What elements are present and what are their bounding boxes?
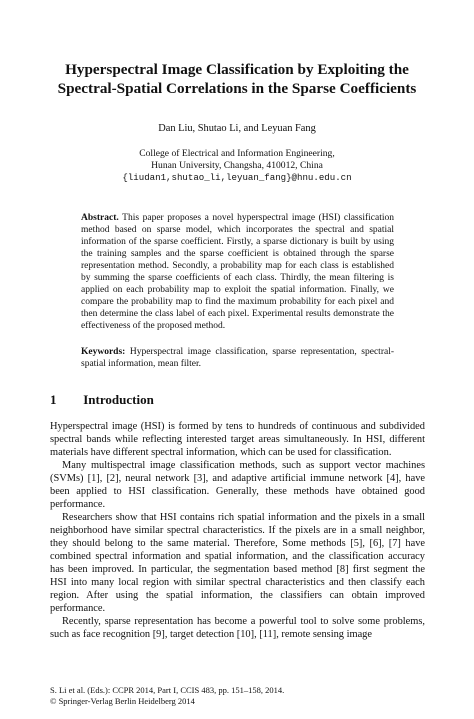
- title-line-1: Hyperspectral Image Classification by Exploiting the: [65, 61, 409, 78]
- abstract-label: Abstract.: [81, 213, 119, 223]
- keywords-text: Hyperspectral image classification, sparse representation, spectral-spatial information, mean filter.: [81, 347, 394, 369]
- section-title: Introduction: [83, 392, 154, 407]
- affiliation: [40, 148, 434, 184]
- section-body: [50, 420, 425, 641]
- abstract-text: This paper proposes a novel hyperspectral image (HSI) classification method based on sparse model, which incorporates the spectral and spatial information of the sparse coefficient. Firstly, a sparse dictionary is built by using the training samples and the sparse coefficient is obtained through the sparse representation method. Secondly, a probability map for each class is established by summing the sparse coefficients of each class. Thirdly, the mean filtering is applied on each probability map to exploit the spatial information. Finally, we compare the probability map to find the maximum probability for each pixel and then determine the class label of each pixel. Experimental results demonstrate the effectiveness of the proposed method.: [81, 213, 394, 331]
- body-paragraph: Hyperspectral image (HSI) is formed by tens to hundreds of continuous and subdivided spectral bands while reflecting interested target areas simultaneously. In HSI, different materials have different spectral information, which can be used for classification.: [50, 421, 425, 458]
- body-paragraph: Many multispectral image classification methods, such as support vector machines (SVMs) [1], [2], neural network [3], and adaptive artificial immune network [4], have been applied to HSI classification. Generally, these methods have obtained good performance.: [50, 460, 425, 510]
- keywords: [81, 346, 394, 370]
- footer-citation: S. Li et al. (Eds.): CCPR 2014, Part I, CCIS 483, pp. 151–158, 2014.: [50, 685, 285, 695]
- affiliation-line-2: Hunan University, Changsha, 410012, China: [151, 160, 323, 171]
- author-list: Dan Liu, Shutao Li, and Leyuan Fang: [158, 123, 316, 134]
- title-line-2: Spectral-Spatial Correlations in the Sparse Coefficients: [57, 80, 417, 97]
- section-heading: [50, 392, 430, 408]
- body-paragraph: Recently, sparse representation has become a powerful tool to solve some problems, such as face recognition [9], target detection [10], [11], remote sensing image: [50, 616, 425, 640]
- section-number: 1: [50, 392, 57, 407]
- paper-title: [40, 60, 434, 98]
- keywords-label: Keywords:: [81, 347, 126, 357]
- footer-copyright: © Springer-Verlag Berlin Heidelberg 2014: [50, 696, 195, 706]
- abstract: [81, 212, 394, 332]
- affiliation-line-1: College of Electrical and Information Engineering,: [139, 148, 335, 159]
- body-paragraph: Researchers show that HSI contains rich spatial information and the pixels in a small neighborhood have similar spectral characteristics. If the pixels are in a small neighbor, they should belong to the same material. Therefore, Some methods [5], [6], [7] have combined spectral information and spatial information, and the classification accuracy has been improved. In particular, the segmentation based method [8] first segment the HSI into many local region with similar spectral characteristics and then classify each region. After using the spatial information, the classifiers can obtain improved performance.: [50, 512, 425, 614]
- page-footer: [50, 685, 430, 707]
- affiliation-email: {liudan1,shutao_li,leyuan_fang}@hnu.edu.cn: [122, 172, 352, 183]
